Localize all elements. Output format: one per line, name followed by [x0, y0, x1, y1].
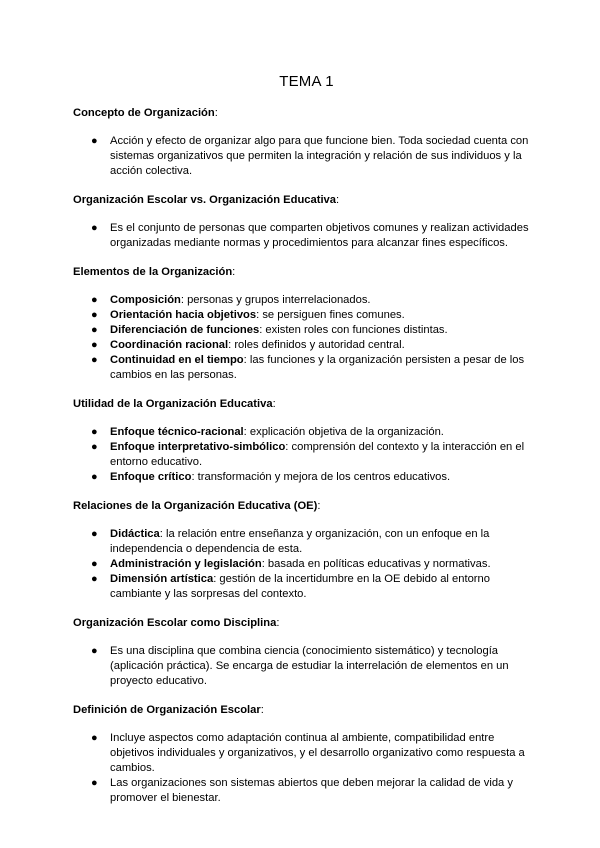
list-item-text: : la relación entre enseñanza y organización, con un enfoque en la independencia o dependencia de esta.	[110, 528, 490, 555]
list-item-text: Es una disciplina que combina ciencia (conocimiento sistemático) y tecnología (aplicación práctica). Se encarga de estudiar la interrelación de elementos en un proyecto educativo.	[110, 645, 509, 687]
bullet-list	[73, 527, 540, 602]
section-heading-text: Elementos de la Organización	[73, 266, 233, 278]
list-item-text: Incluye aspectos como adaptación continua al ambiente, compatibilidad entre objetivos individuales y organizativos, y el desarrollo organizativo como respuesta a cambios.	[110, 732, 525, 774]
bullet-icon: ●	[91, 135, 98, 147]
page-title: TEMA 1	[279, 73, 334, 90]
list-item-text: : transformación y mejora de los centros educativos.	[191, 471, 451, 483]
list-item-text: : comprensión del contexto y la interacción en el entorno educativo.	[110, 441, 525, 468]
list-item-term: Enfoque crítico	[110, 471, 192, 483]
list-item	[91, 572, 540, 602]
list-item-text: : basada en políticas educativas y normativas.	[261, 558, 491, 570]
section-heading-suffix: :	[317, 500, 321, 512]
section-heading	[73, 106, 540, 121]
list-item	[91, 527, 540, 557]
section-heading	[73, 616, 540, 631]
list-item-term: Enfoque interpretativo-simbólico	[110, 441, 286, 453]
list-item-term: Didáctica	[110, 528, 160, 540]
list-item-text: : existen roles con funciones distintas.	[259, 324, 448, 336]
list-item-text: : personas y grupos interrelacionados.	[180, 294, 371, 306]
bullet-icon: ●	[91, 471, 98, 483]
list-item-text: : se persiguen fines comunes.	[256, 309, 405, 321]
list-item	[91, 338, 540, 353]
list-item	[91, 425, 540, 440]
section-heading-text: Relaciones de la Organización Educativa (OE)	[73, 500, 318, 512]
section-heading	[73, 193, 540, 208]
bullet-icon: ●	[91, 309, 98, 321]
list-item	[91, 308, 540, 323]
bullet-icon: ●	[91, 294, 98, 306]
section-heading-suffix: :	[232, 266, 236, 278]
list-item	[91, 731, 540, 776]
list-item-text: Las organizaciones son sistemas abiertos que deben mejorar la calidad de vida y promover el bienestar.	[110, 777, 513, 804]
list-item-term: Composición	[110, 294, 181, 306]
section-heading	[73, 499, 540, 514]
section-heading-suffix: :	[260, 704, 264, 716]
list-item-term: Administración y legislación	[110, 558, 262, 570]
section-definicion	[73, 703, 540, 806]
list-item-text: : gestión de la incertidumbre en la OE debido al entorno cambiante y las sorpresas del contexto.	[110, 573, 490, 600]
list-item-term: Coordinación racional	[110, 339, 229, 351]
bullet-list	[73, 425, 540, 485]
bullet-list	[73, 644, 540, 689]
list-item	[91, 221, 540, 251]
list-item	[91, 134, 540, 179]
list-item	[91, 776, 540, 806]
list-item	[91, 353, 540, 383]
section-relaciones	[73, 499, 540, 602]
section-concepto	[73, 106, 540, 179]
list-item	[91, 644, 540, 689]
bullet-icon: ●	[91, 222, 98, 234]
list-item-text: : roles definidos y autoridad central.	[228, 339, 405, 351]
section-heading-suffix: :	[214, 107, 218, 119]
bullet-icon: ●	[91, 732, 98, 744]
section-escolar-vs-educativa	[73, 193, 540, 251]
list-item-text: : las funciones y la organización persisten a pesar de los cambios en las personas.	[110, 354, 525, 381]
bullet-icon: ●	[91, 354, 98, 366]
bullet-icon: ●	[91, 777, 98, 789]
bullet-list	[73, 134, 540, 179]
list-item-text: Es el conjunto de personas que comparten objetivos comunes y realizan actividades organizadas mediante normas y procedimientos para alcanzar fines específicos.	[110, 222, 529, 249]
bullet-icon: ●	[91, 528, 98, 540]
section-heading-text: Concepto de Organización	[73, 107, 215, 119]
list-item	[91, 557, 540, 572]
bullet-list	[73, 731, 540, 806]
section-heading-suffix: :	[276, 617, 280, 629]
list-item	[91, 470, 540, 485]
list-item-term: Orientación hacia objetivos	[110, 309, 257, 321]
bullet-icon: ●	[91, 426, 98, 438]
section-heading-text: Organización Escolar vs. Organización Educativa	[73, 194, 336, 206]
section-heading-suffix: :	[336, 194, 340, 206]
bullet-icon: ●	[91, 441, 98, 453]
bullet-icon: ●	[91, 645, 98, 657]
section-utilidad	[73, 397, 540, 485]
list-item-text: Acción y efecto de organizar algo para que funcione bien. Toda sociedad cuenta con sistemas organizativos que permiten la integración y relación de sus individuos y la acción colectiva.	[110, 135, 529, 177]
bullet-icon: ●	[91, 573, 98, 585]
bullet-list	[73, 293, 540, 383]
list-item-term: Dimensión artística	[110, 573, 214, 585]
bullet-icon: ●	[91, 558, 98, 570]
list-item	[91, 440, 540, 470]
list-item-term: Diferenciación de funciones	[110, 324, 260, 336]
list-item-term: Enfoque técnico-racional	[110, 426, 244, 438]
section-heading	[73, 703, 540, 718]
bullet-icon: ●	[91, 324, 98, 336]
list-item	[91, 293, 540, 308]
section-heading-text: Definición de Organización Escolar	[73, 704, 261, 716]
bullet-icon: ●	[91, 339, 98, 351]
section-heading	[73, 397, 540, 412]
list-item-term: Continuidad en el tiempo	[110, 354, 244, 366]
section-heading	[73, 265, 540, 280]
section-heading-text: Utilidad de la Organización Educativa	[73, 398, 273, 410]
section-heading-suffix: :	[272, 398, 276, 410]
section-elementos	[73, 265, 540, 383]
list-item-text: : explicación objetiva de la organización.	[243, 426, 444, 438]
bullet-list	[73, 221, 540, 251]
list-item	[91, 323, 540, 338]
section-disciplina	[73, 616, 540, 689]
section-heading-text: Organización Escolar como Disciplina	[73, 617, 277, 629]
